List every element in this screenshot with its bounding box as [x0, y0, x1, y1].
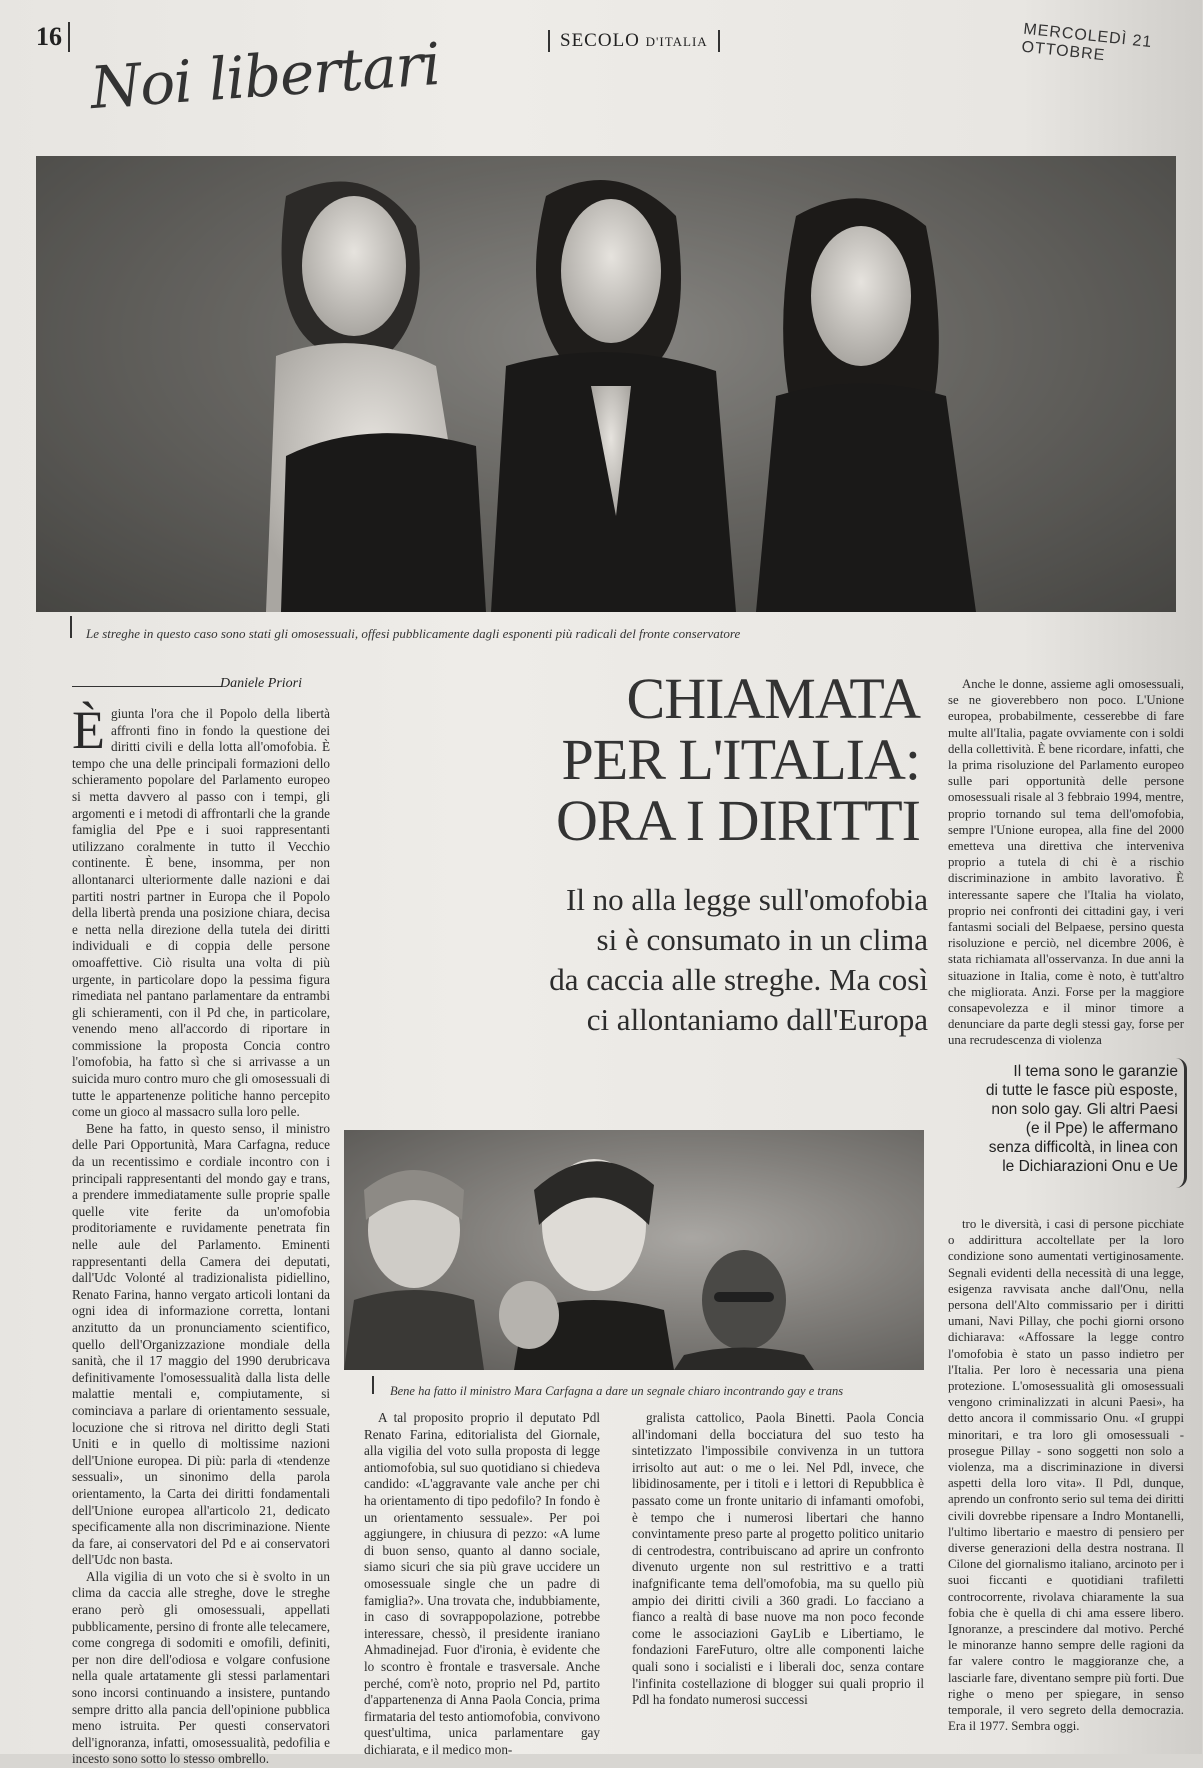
secondary-photo: [344, 1130, 924, 1370]
column-4-text: Anche le donne, assieme agli omosessuali, se ne gioverebbero non poco. L'Unione europea, probabilmente, cesserebbe di fare multe all'Italia, pagate ovviamente con i soldi della collettività. È bene ricordare, infatti, che la prima risoluzione del Parlamento europeo sulle pari opportunità delle persone omosessuali risale al 3 febbraio 1994, mentre, proprio tornando sul tema dell'omofobia, sempre l'Unione europea, alla fine del 2000 emetteva una direttiva che interveniva proprio a tutela di chi è a rischio discriminazione in ambito lavorativo. È interessante sapere che l'Italia ha violato, proprio nei confronti dei cittadini gay, i veri fantasmi sociali del Belpaese, persino questa risoluzione e perciò, nel dicembre 2006, è stata richiamata all'osservanza. In due anni la situazione in Italia, come è noto, è tutt'altro che migliorata. Anzi. Forse per la maggiore consapevolezza e il minor timore a denunciare da parte degli stessi gay, forse per una recrudescenza di violenza: [948, 677, 1184, 1048]
subheadline: [430, 880, 928, 1040]
secondary-photo-illustration: [344, 1130, 924, 1370]
headline-line-1: CHIAMATA: [626, 666, 920, 731]
article-column-4: [948, 676, 1184, 1048]
subhead-line-4: ci allontaniamo dall'Europa: [586, 1002, 928, 1037]
masthead-main: SECOLO: [560, 30, 640, 51]
headline: [500, 668, 920, 851]
article-column-2: [364, 1410, 600, 1757]
article-column-1: [72, 700, 330, 1767]
pull-quote-bracket: [1176, 1058, 1187, 1188]
secondary-photo-caption: Bene ha fatto il ministro Mara Carfagna a dare un segnale chiaro incontrando gay e trans: [390, 1384, 844, 1398]
subhead-line-3: da caccia alle streghe. Ma così: [549, 962, 928, 997]
column-5-text: tro le diversità, i casi di persone picchiate o addirittura accoltellate per la loro condizione sono aumentati vertiginosamente. Segnali evidenti della necessità di una legge, esigenza ravvisata anche dall'Onu, nella persona dell'Alto commissario per i diritti umani, Navi Pillay, che pochi giorni orsono dichiarava: «Affossare la legge contro l'omofobia è stato un passo indietro per l'Italia. Per loro è necessaria una piena protezione. L'omosessualità gli omosessuali vengono criminalizzati in alcuni Paesi», ha detto ancora il commissario Onu. «I gruppi minoritari, e tra loro gli omosessuali - prosegue Pillay - sono soggetti non solo a violenza, ma a discriminazione in diversi aspetti della loro vita». Il Pdl, dunque, aprendo un confronto serio sul tema dei diritti civili dovrebbe ripensare a Indro Montanelli, l'ultimo libertario e maestro di pensiero per diverse generazioni della destra nostrana. Il Cilone del giornalismo italiano, arcinoto per i suoi ficcanti e quotidiani trafiletti controcorrente, rivolava chiaramente la sua fobia che è quella di chi ama essere libero. Ignoranze, a prescindere dal motivo. Perché le minoranze hanno sempre delle ragioni da far valere contro le maggioranze che, a lasciarle fare, diventano sempre più forti. Due righe o meno per spiegare, in senso temporale, il vero segreto della democrazia. Era il 1977. Sembra oggi.: [948, 1217, 1184, 1734]
dropcap: È: [72, 700, 105, 760]
article-column-3: [632, 1410, 924, 1740]
caption-bar: [70, 616, 72, 638]
pull-quote-line-4: (e il Ppe) le affermano: [1025, 1120, 1178, 1137]
subhead-line-1: Il no alla legge sull'omofobia: [566, 882, 928, 917]
pull-quote-line-1: Il tema sono le garanzie: [1013, 1063, 1178, 1080]
masthead: [548, 30, 720, 52]
pull-quote-line-2: di tutte le fasce più esposte,: [985, 1082, 1178, 1099]
article-column-5: [948, 1216, 1184, 1736]
headline-line-2: PER L'ITALIA:: [561, 727, 920, 792]
paragraph-1: giunta l'ora che il Popolo della libertà affronti fino in fondo la questione dei diritti civili e della lotta all'omofobia. È tempo che una delle principali formazioni dello schieramento popolare del Parlamento europeo si metta davvero al passo con i tempi, gli argomenti e i metodi di affrontarli che la grande famiglia del Ppe e i suoi rappresentanti utilizzano coralmente in tutto il Vecchio continente. È bene, insomma, per non allontanarci ulteriormente dalle nazioni e dai partiti nostri partner in Europa che il Popolo della libertà prenda una posizione chiara, decisa e netta nella direzione della tutela dei diritti individuali e di coppia delle persone omoaffettive. Ciò risulta una volta di più urgente, in particolare dopo la pessima figura rimediata nel pantano parlamentare da entrambi gli schieramenti, con il Pd che, in particolare, venendo meno all'accordo di riportare in commissione la proposta Concia contro l'omofobia, ha fatto sì che si arrivasse a un suicida muro contro muro che gli omosessuali di tutte le appartenenze politiche hanno percepito come un gioco al massacro sulla loro pelle.: [72, 706, 330, 1120]
column-3-text: gralista cattolico, Paola Binetti. Paola Concia all'indomani della bocciatura del suo testo ha sintetizzato l'impossibile convivenza in un tuttora irrisolto aut aut: o me o lei. Nel Pdl, invece, che libidinosamente, per i titoli e i lettori di Repubblica è passato come un fronte unitario di infamanti omofobi, è tempo che i numerosi libertari che hanno convintamente preso parte al progetto politico unitario di centrodestra, contribuiscano ad aprire un confronto divenuto urgente non sul restrittivo e a tratti inafgnificante tema dell'omofobia, ma su quello più ampio dei diritti civili a 360 gradi. Lo facciano a fianco a realtà di base nuove ma non poco feconde come le associazioni GayLib e Libertiamo, le fondazioni FareFuturo, oltre alle componenti laiche quali sono i socialisti e i liberali doc, senza contare l'infinita costellazione di blogger sui quali proprio il Pdl ha fondato numerosi successi: [632, 1410, 924, 1708]
subhead-line-2: si è consumato in un clima: [596, 922, 928, 957]
headline-line-3: ORA I DIRITTI: [556, 788, 920, 853]
paragraph-2: Bene ha fatto, in questo senso, il ministro delle Pari Opportunità, Mara Carfagna, reduce da un recentissimo e cordiale incontro con i principali rappresentanti del mondo gay e trans, a prendere immediatamente sulle proprie spalle quelle vite ferite da un'omofobia proditoriamente e ruvidamente penetrata fin nelle aule del Parlamento. Eminenti rappresentanti della Camera dei deputati, dall'Udc Volonté al tradizionalista pidiellino, Renato Farina, hanno vergato articoli lontani da ogni idea di informazione corretta, lontani anzitutto da un pronunciamento scientifico, quello dell'Organizzazione mondiale della sanità, che il 17 maggio del 1990 derubricava definitivamente l'omosessualità dalla lista delle malattie mentali e, compiutamente, si cominciava a parlare di orientamento sessuale, locuzione che si ritrova nel diritto degli Stati Uniti e in quello di moltissime nazioni dell'Unione europea. Di più: parla di «tendenze sessuali», un sinonimo della parola orientamento, la Carta dei diritti fondamentali dell'Unione europea all'articolo 21, dedicato specificamente alla non discriminazione. Niente da fare, ai conservatori del Pd e ai conservatori dell'Udc non basta.: [72, 1120, 330, 1568]
column-2-text: A tal proposito proprio il deputato Pdl Renato Farina, editorialista del Giornale, alla vigilia del voto sulla proposta di legge antiomofobia, sul suo quotidiano si chiedeva candido: «L'aggravante vale anche per chi ha orientamento di tipo pedofilo? In fondo è un orientamento sessuale». Per poi aggiungere, in chiusura di pezzo: «A lume di buon senso, quanto al danno sociale, siamo sicuri che sia più grave uccidere un omosessuale single che un padre di famiglia?». Una trovata che, indubbiamente, in caso di sovrappopolazione, potrebbe interessare, chessò, il presidente iraniano Ahmadinejad. Fuor d'ironia, è evidente che lo scontro è frontale e trasversale. Anche perché, com'è noto, proprio nel Pd, partito d'appartenenza di Anna Paola Concia, prima firmataria del testo antiomofobia, convivono quest'ultima, unica parlamentare gay dichiarata, e il medico mon-: [364, 1410, 600, 1757]
dateline: MERCOLEDÌ 21 OTTOBRE: [1020, 20, 1154, 65]
pull-quote: [950, 1062, 1178, 1176]
paragraph-3: Alla vigilia di un voto che si è svolto in un clima da caccia alle streghe, dove le streghe erano però gli omosessuali, appellati pubblicamente, persino di fronte alle telecamere, come congrega di sodomiti e omofili, definiti, per non dire dell'odiosa e volgare confusione nella quale artatamente gli stessi parlamentari sono incorsi continuando a insistere, puntando sempre dritto alla pancia dell'opinione pubblica meno istruita. Per questi conservatori dell'ignoranza, infatti, omosessualità, pedofilia e incesto sono sotto lo stesso ombrello.: [72, 1568, 330, 1767]
byline: Daniele Priori: [219, 676, 302, 691]
main-photo: [36, 156, 1176, 612]
section-title: Noi libertari: [88, 29, 443, 123]
masthead-small: D'ITALIA: [645, 34, 708, 49]
main-photo-caption: Le streghe in questo caso sono stati gli omosessuali, offesi pubblicamente dagli esponenti più radicali del fronte conservatore: [86, 626, 741, 641]
pull-quote-line-5: senza difficoltà, in linea con: [988, 1139, 1178, 1156]
pull-quote-line-3: non solo gay. Gli altri Paesi: [991, 1101, 1178, 1118]
main-photo-illustration: [36, 156, 1176, 612]
pull-quote-line-6: le Dichiarazioni Onu e Ue: [1002, 1158, 1178, 1175]
page-number: 16: [36, 22, 70, 52]
caption-bar-secondary: [372, 1376, 374, 1394]
